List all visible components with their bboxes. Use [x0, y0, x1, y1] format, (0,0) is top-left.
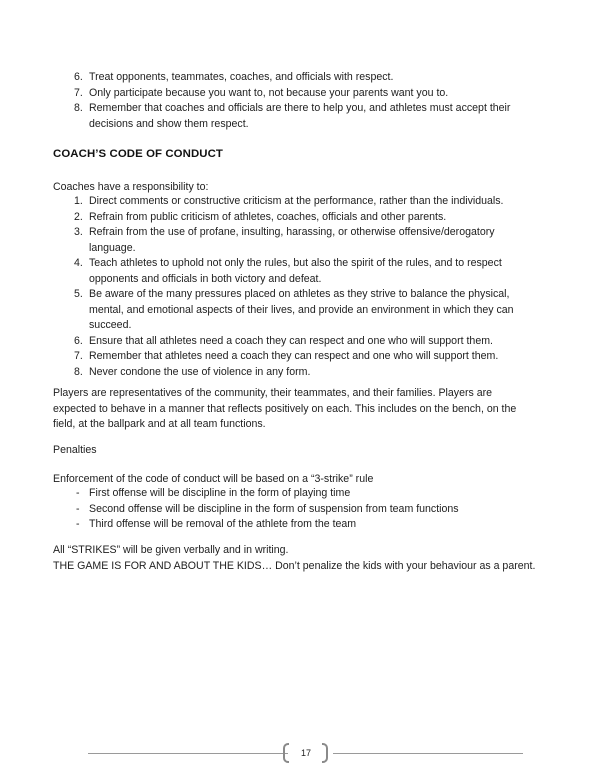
item-text-line: Be aware of the many pressures placed on athletes as they strive to balance the physical, [89, 288, 510, 300]
coach-intro: Coaches have a responsibility to: [53, 181, 209, 193]
item-number: 8. [74, 365, 83, 378]
item-text-line: Remember that coaches and officials are there to help you, and athletes must accept their [89, 102, 511, 114]
penalties-intro: Enforcement of the code of conduct will be based on a “3-strike” rule [53, 473, 374, 485]
item-number: 5. [74, 288, 83, 300]
item-number: 2. [74, 210, 83, 223]
paragraph-line: expected to behave in a manner that reflects positively on each. This includes on the bench, on the [53, 402, 517, 415]
item-text: Treat opponents, teammates, coaches, and officials with respect. [89, 71, 394, 83]
item-text: Only participate because you want to, not because your parents want you to. [89, 86, 449, 99]
item-text-line: language. [89, 241, 136, 254]
section-heading: COACH’S CODE OF CONDUCT [53, 148, 223, 160]
paragraph-line: field, at the ballpark and at all team functions. [53, 418, 266, 430]
bullet-dash: - [76, 502, 80, 515]
item-text: Never condone the use of violence in any form. [89, 365, 311, 378]
item-text: First offense will be discipline in the form of playing time [89, 487, 351, 499]
right-bracket-icon [322, 743, 328, 763]
list-item [53, 287, 573, 334]
list-item [53, 86, 553, 102]
penalties-title: Penalties [53, 444, 97, 456]
item-number: 7. [74, 86, 83, 99]
footer-rule-left [88, 753, 288, 754]
list-item [53, 210, 573, 226]
item-text-line: Teach athletes to uphold not only the rules, but also the spirit of the rules, and to respect [89, 257, 502, 269]
list-item [53, 70, 553, 86]
item-text-line: opponents and officials in both victory and defeat. [89, 272, 322, 285]
item-text: Remember that athletes need a coach they can respect and one who will support them. [89, 350, 499, 362]
list-item [53, 517, 553, 533]
footer-rule-right [333, 753, 523, 754]
item-text: Direct comments or constructive criticism at the performance, rather than the individuals. [89, 195, 504, 207]
page-number: 17 [300, 748, 311, 758]
item-text-line: decisions and show them respect. [89, 117, 249, 130]
closing-line: All “STRIKES” will be given verbally and in writing. [53, 544, 289, 556]
item-text: Third offense will be removal of the athlete from the team [89, 518, 357, 530]
bullet-dash: - [76, 518, 80, 530]
player-code-list-continued [53, 70, 553, 132]
item-text: Second offense will be discipline in the form of suspension from team functions [89, 502, 459, 515]
item-text-line: mental, and emotional aspects of their lives, and provide an environment in which they can [89, 303, 514, 316]
item-text: Refrain from public criticism of athletes, coaches, officials and other parents. [89, 210, 447, 223]
list-item [53, 256, 573, 287]
paragraph-line: Players are representatives of the community, their teammates, and their families. Players are [53, 387, 493, 399]
item-number: 7. [74, 350, 83, 362]
item-number: 1. [74, 195, 83, 207]
list-item [53, 349, 573, 365]
left-bracket-icon [283, 743, 289, 763]
closing-line: THE GAME IS FOR AND ABOUT THE KIDS… Don’t penalize the kids with your behaviour as a parent. [53, 559, 536, 572]
item-number: 6. [74, 71, 83, 83]
list-item [53, 101, 553, 132]
item-text-line: Refrain from the use of profane, insulting, harassing, or otherwise offensive/derogatory [89, 226, 495, 238]
item-number: 4. [74, 257, 83, 269]
list-item [53, 365, 573, 381]
item-number: 8. [74, 102, 83, 114]
item-text-line: succeed. [89, 319, 132, 331]
penalties-list [53, 486, 553, 533]
list-item [53, 502, 553, 518]
list-item [53, 334, 573, 350]
players-paragraph [53, 386, 573, 433]
coach-code-list [53, 194, 573, 380]
list-item [53, 194, 573, 210]
list-item [53, 225, 573, 256]
list-item [53, 486, 553, 502]
item-number: 3. [74, 226, 83, 238]
item-text: Ensure that all athletes need a coach they can respect and one who will support them. [89, 334, 493, 347]
closing-text [53, 543, 593, 574]
item-number: 6. [74, 334, 83, 347]
bullet-dash: - [76, 487, 80, 499]
